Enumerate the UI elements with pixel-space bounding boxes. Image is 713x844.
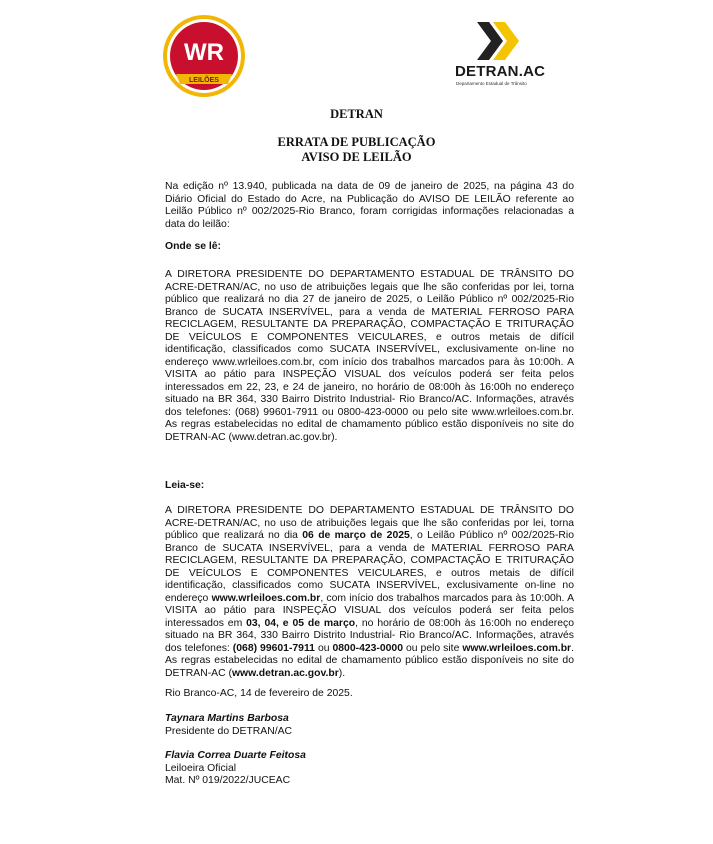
leia-text: ou [314, 642, 333, 654]
signature-block-1 [165, 713, 574, 738]
site-link-2: www.wrleiloes.com.br [462, 642, 572, 654]
leia-text: , no horário de 08:00h às 16:00h no endereço situado na BR 364, 330 Bairro Distrito Industrial- Rio Branco/AC. Informações, através dos telefones: [165, 617, 574, 654]
date-line: Rio Branco-AC, 14 de fevereiro de 2025. [165, 688, 353, 699]
leia-text: ou pelo site [403, 642, 463, 654]
auction-date: 06 de março de 2025 [302, 530, 410, 541]
leia-paragraph [165, 505, 574, 680]
aviso-heading: AVISO DE LEILÃO [301, 150, 412, 164]
leia-se-heading: Leia-se: [165, 480, 205, 491]
onde-paragraph: A DIRETORA PRESIDENTE DO DEPARTAMENTO ESTADUAL DE TRÂNSITO DO ACRE-DETRAN/AC, no uso de atribuições legais que lhe são conferidas por lei, torna público que realizará no dia 27 de janeiro de 2025, o Leilão Público nº 002/2025-Rio Branco de SUCATA INSERVÍVEL, para a venda de MATERIAL FERROSO PARA RECICLAGEM, RESULTANTE DA PREPARAÇÃO, COMPACTAÇÃO E TRITURAÇÃO DE VEÍCULOS E COMPONENTES VEICULARES, e outros metais de difícil identificação, classificados como SUCATA INSERVÍVEL, exclusivamente on-line no endereço www.wrleiloes.com.br, com início dos trabalhos marcados para às 10:00h. A VISITA ao pátio para INSPEÇÃO VISUAL dos veículos poderá ser feita pelos interessados em 22, 23, e 24 de janeiro, no horário de 08:00h às 16:00h no endereço situado na BR 364, 330 Bairro Distrito Industrial- Rio Branco/AC. Informações, através dos telefones: (068) 99601-7911 ou 0800-423-0000 ou pelo site www.wrleiloes.com.br. As regras estabelecidas no edital de chamamento público estão disponíveis no site do DETRAN-AC (www.detran.ac.gov.br). [165, 269, 574, 443]
intro-paragraph: Na edição nº 13.940, publicada na data de 09 de janeiro de 2025, na página 43 do Diário Oficial do Estado do Acre, na Publicação do AVISO DE LEILÃO referente ao Leilão Público nº 002/2025-Rio Branco, foram corrigidas informações relacionadas a data do leilão: [165, 181, 574, 230]
leia-text: . As regras estabelecidas no edital de chamamento público estão disponíveis no site do DETRAN-AC ( [165, 642, 574, 679]
signature-role-2: Leiloeira Oficial [165, 762, 237, 774]
wr-logo-initials: WR [184, 39, 224, 66]
detran-logo-subtitle: Departamento Estadual de Trânsito [456, 81, 527, 86]
detran-logo-name: DETRAN.AC [455, 63, 546, 80]
document-title: DETRAN [330, 107, 383, 121]
signature-registration: Mat. Nº 019/2022/JUCEAC [165, 775, 291, 786]
signature-name-2: Flavia Correa Duarte Feitosa [165, 750, 306, 761]
phone-2: 0800-423-0000 [332, 642, 403, 654]
wr-logo-caption: LEILÕES [189, 77, 219, 84]
onde-se-le-heading: Onde se lê: [165, 241, 222, 252]
errata-heading: ERRATA DE PUBLICAÇÃO [277, 135, 436, 149]
visit-dates: 03, 04, e 05 de março [246, 617, 356, 629]
phone-1: (068) 99601-7911 [232, 642, 315, 654]
signature-name-1: Taynara Martins Barbosa [165, 713, 289, 724]
leia-text: , o Leilão Público nº 002/2025-Rio Branco de SUCATA INSERVÍVEL, para a venda de MATERIAL FERROSO PARA RECICLAGEM, RESULTANTE DA PREPARAÇÃO, COMPACTAÇÃO E TRITURAÇÃO DE VEÍCULOS E COMPONENTES VEICULARES, e outros metais de difícil identificação, classificados como SUCATA INSERVÍVEL, exclusivamente on-line no endereço [165, 530, 574, 604]
onde-heading-wrap [165, 241, 574, 254]
auction-site-link: www.wrleiloes.com.br [211, 592, 321, 604]
leia-text: , com início dos trabalhos marcados para às 10:00h. A VISITA ao pátio para INSPEÇÃO VISUAL dos veículos poderá ser feita pelos interessados em [165, 592, 575, 629]
signature-block-2 [165, 750, 574, 788]
leia-text: ). [338, 667, 346, 679]
leia-heading-wrap [165, 480, 574, 493]
wr-leiloes-logo [162, 14, 246, 98]
detran-chevron-icon [455, 20, 555, 64]
signature-role-1: Presidente do DETRAN/AC [165, 725, 293, 737]
detran-site-link: www.detran.ac.gov.br [231, 667, 339, 679]
leia-text: A DIRETORA PRESIDENTE DO DEPARTAMENTO ESTADUAL DE TRÂNSITO DO ACRE-DETRAN/AC, no uso de atribuições legais que lhe são conferidas por lei, torna público que realizará no dia [165, 505, 574, 541]
